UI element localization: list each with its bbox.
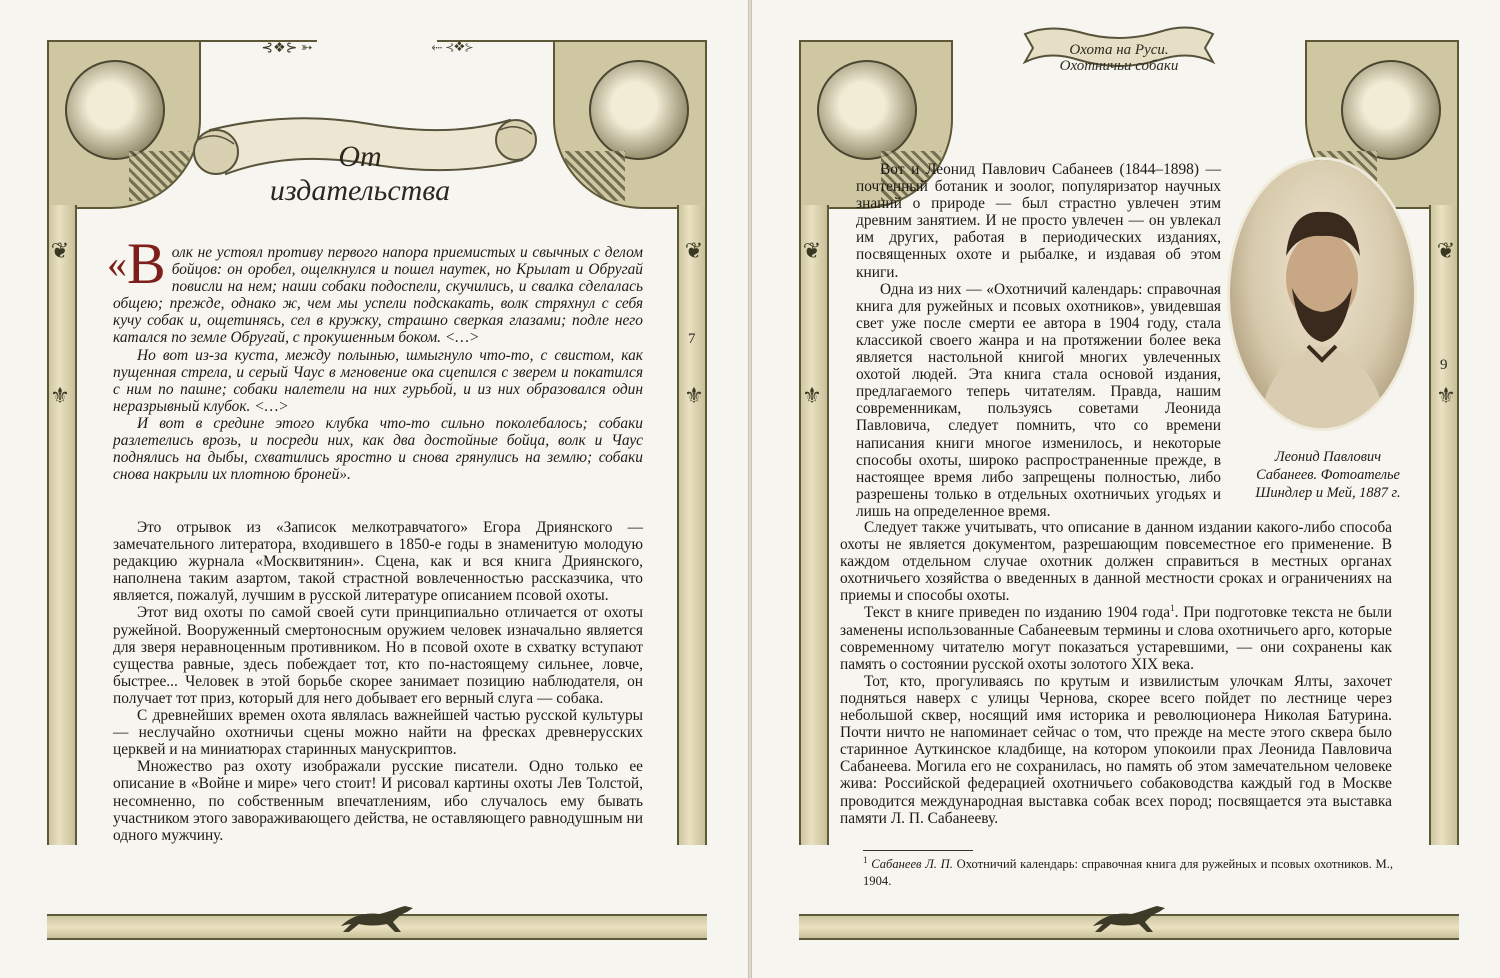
body-paragraph: Множество раз охоту изображали русские писатели. Одно только ее описание в «Войне и мире» чего стоит! И рисовал картины охоты Лев Толстой, несомненно, по собственным впечатлениям, ибо случалось ему бывать участником этого завораживающего действа, не оставляющего равнодушным ни одного мужчину. <box>113 758 643 844</box>
quote-paragraph: Но вот из-за куста, между полынью, шмыгнуло что-то, с свистом, как пущенная стрела, и серый Чаус в мгновение ока сцепился с зверем и покатился с ним по пашне; собаки налетели на них гурьбой, и из них образовался один неразрывный клубок. <…> <box>113 346 643 415</box>
frame-left-border <box>47 205 77 845</box>
body-paragraph: С древнейших времен охота являлась важнейшей частью русской культуры — неслучайно охотничьи сцены можно найти на фресках древнерусских церквей и на миниатюрах старинных манускриптов. <box>113 707 643 759</box>
corner-wolfhound-icon <box>553 40 707 209</box>
fleur-ornament-icon: ⚜ <box>684 383 704 408</box>
quote-paragraph: «В олк не устоял противу первого напора приемистых и свычных с делом бойцов: он оробел, ощелкнулся и пошел наутек, но Крылат и Обругай повисли на нем; наши собаки подоспели, скучились, и свалка сделалась общею; прежде, однако ж, чем мы успели подскакать, волк стряхнул с себя кучу собак и, ощетинясь, сел в кружку, страшно сверкая глазами; подле него катался по земле Обругай, с прокушенным боком. <…> <box>107 231 643 347</box>
footnote-rule <box>863 850 973 851</box>
body-text <box>840 519 1392 827</box>
top-knot-ornament-icon: ⊰❖⊱ ➳ <box>261 40 313 56</box>
dropcap: «В <box>107 231 166 296</box>
left-page <box>0 0 748 978</box>
running-header: Охота на Руси. Охотничьи собаки <box>1059 42 1179 74</box>
fleur-ornament-icon: ⚜ <box>1436 383 1456 408</box>
body-paragraph: Следует также учитывать, что описание в данном издании какого-либо способа охоты не является документом, разрешающим повсеместное его применение. В каждом отдельном случае охотник должен справиться в местных органах охотничьего хозяйства о введенных в данной местности сроках и ограничениях на приемы и способы охоты. <box>840 519 1392 605</box>
footnote-marker[interactable]: 1 <box>1170 603 1175 614</box>
greyhound-icon <box>1089 902 1169 936</box>
body-text-wrapped <box>856 161 1221 520</box>
portrait-photo <box>1230 160 1414 428</box>
body-paragraph: Вот и Леонид Павлович Сабанеев (1844–1898) — почтенный ботаник и зоолог, популяризатор научных знаний о природе — был страстно увлечен этим древним занятием. И не просто увлечен — он увлекал им других, работая в периодических изданиях, посвященных охоте и рыбалке, и издавая об этом книги. <box>856 161 1221 281</box>
portrait-caption: Леонид Павлович Сабанеев. Фотоателье Шиндлер и Мей, 1887 г. <box>1255 449 1401 501</box>
fleur-ornament-icon: ❦ <box>802 238 822 263</box>
top-knot-ornament-icon: ⬸ ⊰❖⊱ <box>430 40 474 55</box>
body-text <box>113 519 643 844</box>
epigraph-quote <box>107 231 643 484</box>
footnote: $^1$ Сабанеев Л. П. Охотничий календарь: справочная книга для ружейных и псовых охотников. М., 1904. <box>863 854 1393 888</box>
body-paragraph: Одна из них — «Охотничий календарь: справочная книга для ружейных и псовых охотников», увидевшая свет уже после смерти ее автора в 1904 году, стала классикой своего жанра и на протяжении более века является настольной книгой многих увлеченных охотой людей. Эта книга стала основой издания, предлагаемого теперь читателям. Правда, нашим современникам, пользуясь советами Леонида Павловича, следует помнить, что со времени написания книги многое изменилось, и некоторые способы охоты, широко распространенные прежде, в настоящее время либо запрещены полностью, либо разрешены только в отдельных охотничьих угодьях и лишь на определенное время. <box>856 280 1221 520</box>
fleur-ornament-icon: ❦ <box>50 238 70 263</box>
frame-right-border <box>677 205 707 845</box>
body-paragraph: Текст в книге приведен по изданию 1904 года$^1$. При подготовке текста не были заменены использованные Сабанеевым термины и слова охотничьего арго, которые современному читателю могут показаться устаревшими, — они сохранены как память о состоянии русской охоты золотого XIX века. <box>840 603 1392 673</box>
right-page <box>752 0 1500 978</box>
body-paragraph: Это отрывок из «Записок мелкотравчатого» Егора Дриянского — замечательного литератора, входившего в 1850-е годы в знаменитую молодую редакцию журнала «Москвитянин». Сцена, как и вся книга Дриянского, наполнена таким азартом, такой страстной вовлеченностью рассказчика, что является, пожалуй, лучшим в русской литературе описанием псовой охоты. <box>113 519 643 605</box>
fleur-ornament-icon: ⚜ <box>50 383 70 408</box>
fleur-ornament-icon: ❦ <box>684 238 704 263</box>
fleur-ornament-icon: ⚜ <box>802 383 822 408</box>
page-number: 9 <box>1440 357 1448 373</box>
greyhound-icon <box>337 902 417 936</box>
frame-right-border <box>1429 205 1459 845</box>
quote-paragraph: И вот в средине этого клубка что-то сильно поколебалось; собаки разлетелись врозь, и посреди них, как два достойные бойца, волк и Чаус поднялись на дыбы, схватились яростно и снова грянулись на землю; собаки снова накрыли их плотною броней». <box>113 414 643 484</box>
fleur-ornament-icon: ❦ <box>1436 238 1456 263</box>
page-heading: От издательства <box>269 140 451 207</box>
body-paragraph: Этот вид охоты по самой своей сути принципиально отличается от охоты ружейной. Вооруженный смертоносным оружием человек изначально является для зверя неравноценным противником. Но в псовой охоте в схватку вступают существа равные, здесь побеждает тот, кто по-настоящему сильнее, ловче, быстрее... Человек в этой борьбе скорее занимает позицию наблюдателя, он получает тот приз, который для него добывает его верный слуга — собака. <box>113 604 643 707</box>
frame-left-border <box>799 205 829 845</box>
body-paragraph: Тот, кто, прогуливаясь по крутым и извилистым улочкам Ялты, захочет подняться наверх с улицы Чернова, скорее всего пойдет по лестнице через небольшой сквер, носящий имя историка и революционера Николая Батурина. Почти ничто не напоминает сейчас о том, что прежде на месте этого сквера было старинное Ауткинское кладбище, на котором упокоили прах Леонида Павловича Сабанеева. Могила его не сохранилась, но память об этом замечательном человеке жива: Российской федерацией охотничьего собаководства каждый год в Москве проводится международная выставка собак всех пород; посвящается эта выставка памяти Л. П. Сабанееву. <box>840 672 1392 827</box>
page-number: 7 <box>688 331 696 347</box>
